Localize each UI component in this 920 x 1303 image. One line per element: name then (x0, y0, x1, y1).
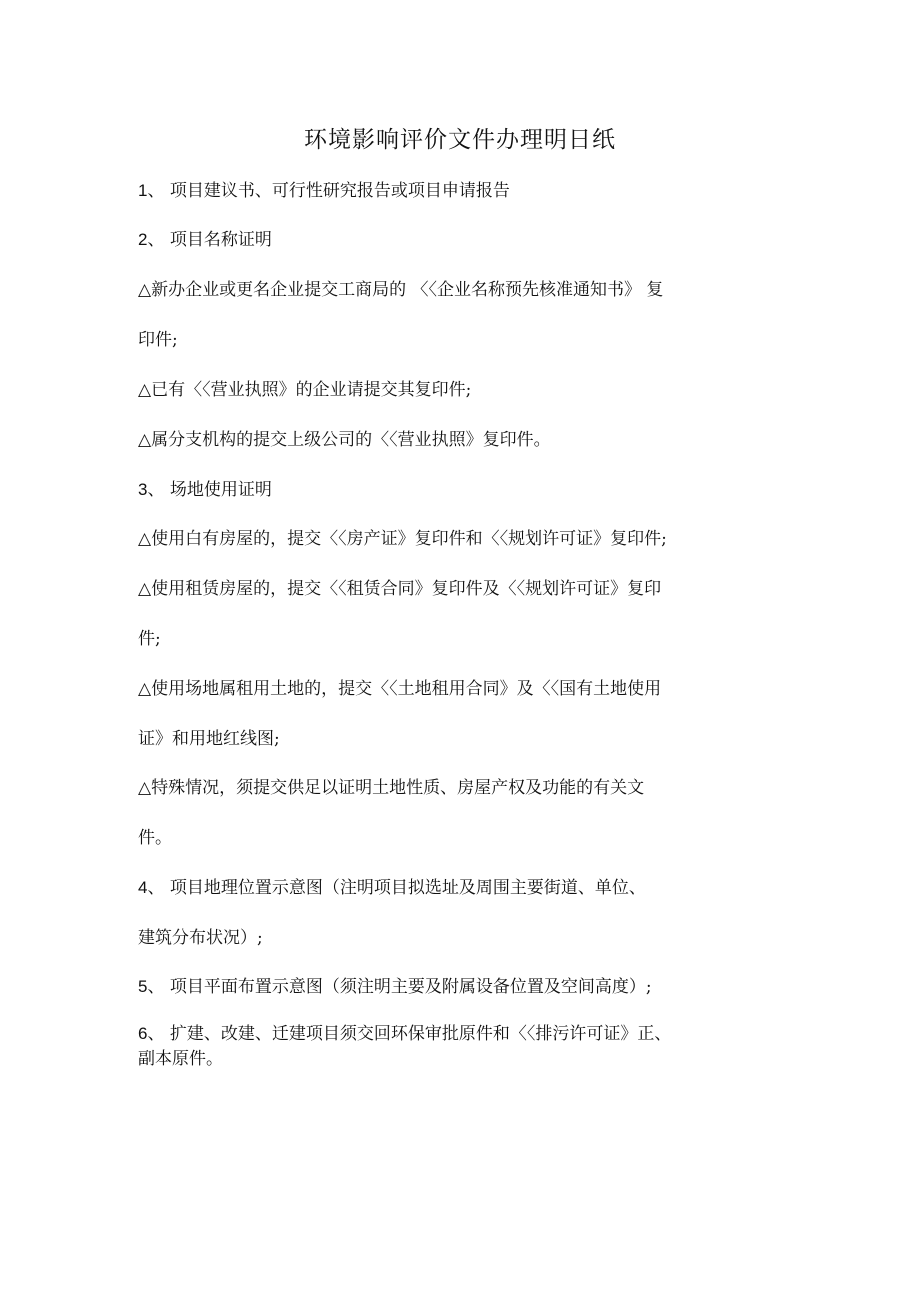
continuation-line (138, 826, 172, 850)
continuation-line (138, 727, 280, 751)
sub-item-line (138, 527, 667, 551)
sub-item-line (138, 677, 661, 701)
document-title: 环境影响评价文件办理明日纸 (304, 127, 616, 153)
sub-item-line (138, 577, 661, 601)
item-text: 印件; (138, 330, 178, 350)
item-number: 2 (138, 230, 148, 249)
item-6-line (138, 1022, 671, 1046)
item-4-line (138, 876, 646, 900)
item-text: 件。 (138, 828, 172, 848)
item-text: △使用租赁房屋的，提交〈〈租赁合同》复印件及〈〈规划许可证》复印 (138, 579, 662, 599)
item-text: △已有〈〈营业执照》的企业请提交其复印件; (138, 380, 472, 400)
item-text: 副本原件。 (138, 1049, 223, 1069)
item-number: 4 (138, 878, 148, 897)
item-text: 证》和用地红线图; (138, 729, 280, 749)
item-text: △新办企业或更名企业提交工商局的 〈〈企业名称预先核准通知书》 复 (138, 280, 664, 300)
item-text: 、 项目平面布置示意图（须注明主要及附属设备位置及空间高度）; (147, 977, 652, 997)
item-text: 、 场地使用证明 (147, 480, 272, 500)
item-text: 、 项目地理位置示意图（注明项目拟选址及周围主要街道、单位、 (147, 878, 646, 898)
item-text: △使用白有房屋的，提交〈〈房产证》复印件和〈〈规划许可证》复印件; (138, 529, 667, 549)
continuation-line (138, 1047, 223, 1071)
item-number: 3 (138, 480, 148, 499)
item-2-line (138, 228, 272, 252)
item-number: 6 (138, 1024, 148, 1043)
item-5-line (138, 975, 652, 999)
continuation-line (138, 926, 263, 950)
item-text: 、 扩建、改建、迁建项目须交回环保审批原件和〈〈排污许可证》正、 (147, 1024, 672, 1044)
continuation-line (138, 627, 161, 651)
item-text: 、 项目名称证明 (147, 230, 272, 250)
sub-item-line (138, 428, 551, 452)
sub-item-line (138, 378, 471, 402)
item-text: 、 项目建议书、可行性研究报告或项目申请报告 (147, 181, 510, 201)
sub-item-line (138, 278, 663, 302)
item-text: △属分支机构的提交上级公司的〈〈营业执照》复印件。 (138, 430, 551, 450)
item-number: 5 (138, 977, 148, 996)
sub-item-line (138, 776, 644, 800)
item-number: 1 (138, 181, 148, 200)
item-1-line (138, 179, 510, 203)
item-text: 件; (138, 629, 161, 649)
item-3-line (138, 478, 272, 502)
continuation-line (138, 328, 178, 352)
item-text: 建筑分布状况）; (138, 928, 263, 948)
item-text: △特殊情况，须提交供足以证明土地性质、房屋产权及功能的有关文 (138, 778, 645, 798)
item-text: △使用场地属租用土地的，提交〈〈土地租用合同》及〈〈国有土地使用 (138, 679, 662, 699)
